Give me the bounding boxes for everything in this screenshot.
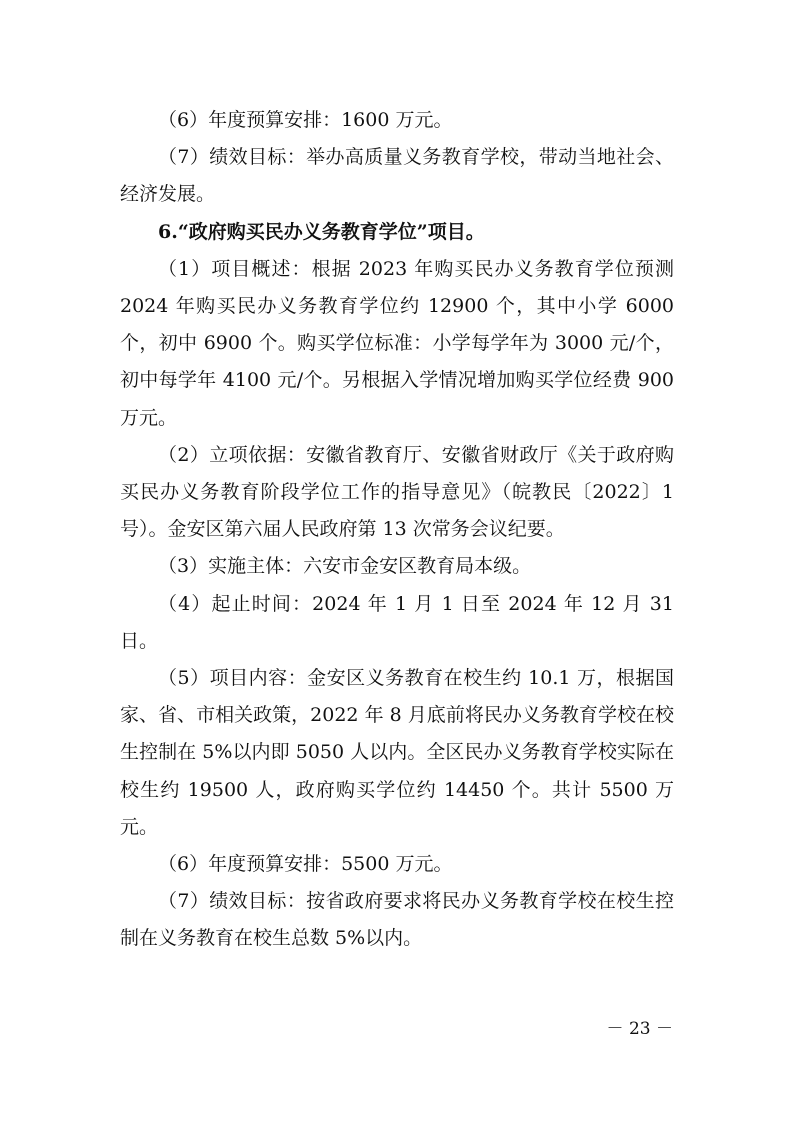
document-body [120, 102, 674, 958]
section-heading: 6.“政府购买民办义务教育学位”项目。 [158, 220, 485, 243]
basis-paragraph: （2）立项依据：安徽省教育厅、安徽省财政厅《关于政府购买民办义务教育阶段学位工作的指导意见》（皖教民〔2022〕1 号）。金安区第六届人民政府第 13 次常务会议纪要。 [120, 443, 674, 541]
goal-paragraph-1: （7）绩效目标：举办高质量义务教育学校，带动当地社会、经济发展。 [120, 146, 674, 206]
period-paragraph: （4）起止时间：2024 年 1 月 1 日至 2024 年 12 月 31 日。 [120, 592, 674, 652]
budget-paragraph-1: （6）年度预算安排：1600 万元。 [158, 109, 453, 131]
content-paragraph: （5）项目内容：金安区义务教育在校生约 10.1 万，根据国家、省、市相关政策，2022 年 8 月底前将民办义务教育学校在校生控制在 5%以内即 5050 人以内。全区民办义务教育学校实际在校生约 19500 人，政府购买学位约 14450 个。共计 5500 万元。 [120, 667, 674, 838]
budget-paragraph-2: （6）年度预算安排：5500 万元。 [158, 853, 453, 876]
goal-paragraph-2: （7）绩效目标：按省政府要求将民办义务教育学校在校生控制在义务教育在校生总数 5%以内。 [120, 890, 674, 950]
implementer-paragraph: （3）实施主体：六安市金安区教育局本级。 [158, 555, 532, 578]
overview-paragraph: （1）项目概述：根据 2023 年购买民办义务教育学位预测2024 年购买民办义务教育学位约 12900 个，其中小学 6000 个，初中 6900 个。购买学位标准：小学每学年为 3000 元/个，初中每学年 4100 元/个。另根据入学情况增加购买学位经费 900 万元。 [120, 257, 674, 429]
page-number: － 23 － [606, 1019, 673, 1039]
